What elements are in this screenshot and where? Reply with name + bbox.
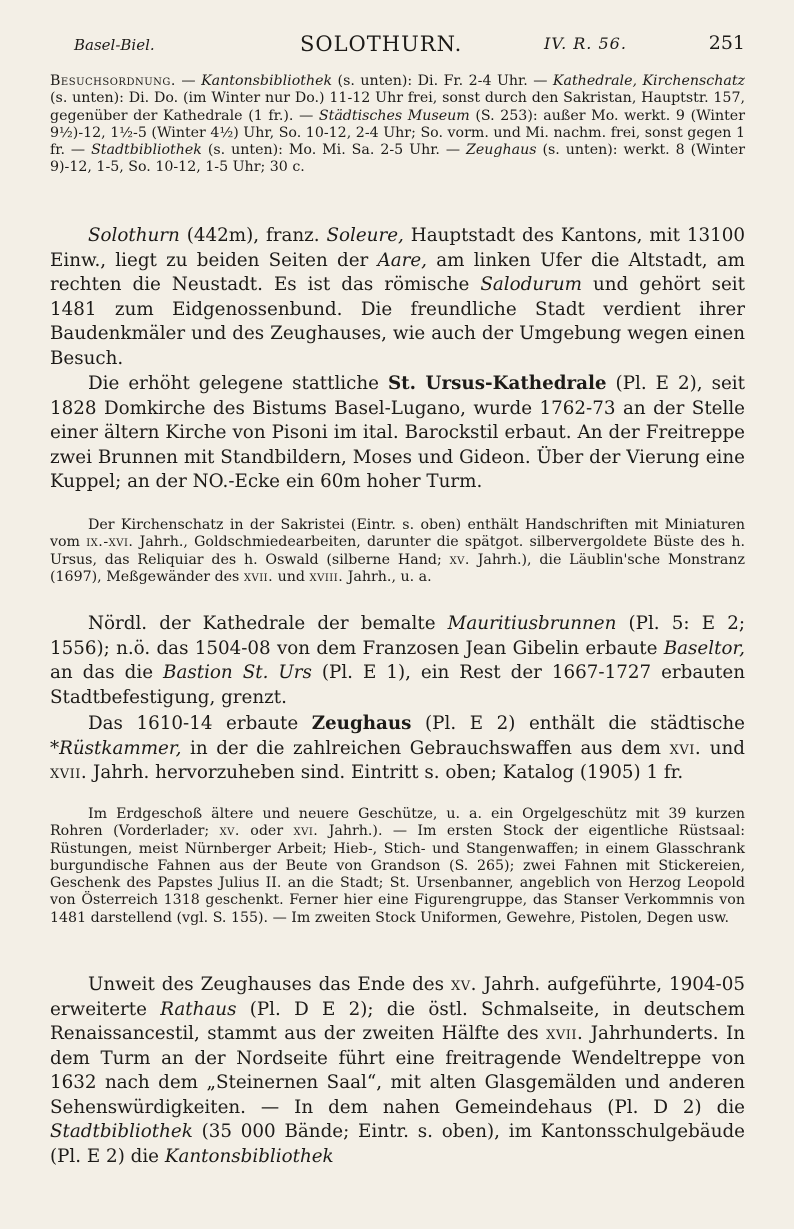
text-run: Jahrh., u. a. <box>343 568 432 585</box>
text-run: Das 1610-14 erbaute <box>88 713 312 734</box>
text-run: Zeughaus <box>311 713 412 734</box>
text-run: xvii. <box>243 568 274 585</box>
text-run: (Pl. E 1), ein Rest der 1667-1727 erbauten Stadtbefestigung, grenzt. <box>50 662 745 708</box>
text-run: Kantonsbibliothek <box>164 1145 334 1167</box>
paragraph-treasury <box>50 517 745 586</box>
paragraph-visiting-hours <box>50 73 745 177</box>
text-run: ix.-xvi. <box>86 534 134 551</box>
text-run: Solothurn <box>88 225 180 246</box>
text-run: Unweit des Zeughauses das Ende des <box>88 974 451 995</box>
text-run: (Pl. D E 2); die östl. Schmalseite, in deutschem Renaissancestil, stammt aus der zweiten Hälfte des <box>50 998 745 1044</box>
text-run: Der Kirchenschatz in der Sakristei (Eintr. s. oben) enthält Handschriften mit Miniaturen vom <box>50 517 745 551</box>
text-run: Jahrh.). — Im ersten Stock der eigentliche Rüstsaal: Rüstungen, meist Nürnberger Arbeit; Hieb-, Stich- und Stangenwaffen; in einem Glasschrank burgundische Fahnen aus der Beute von Grandson (S. 265); zwei Fahnen mit Stickereien, Geschenk des Papstes Julius II. an die Stadt; St. Ursenbanner, angeblich von Herzog Leopold von Österreich 1318 geschenkt. Ferner hier eine Figurengruppe, das Stanser Verkommnis von 1481 darstellend (vgl. S. 155). — Im zweiten Stock Uniformen, Gewehre, Pistolen, Degen usw. <box>50 823 745 926</box>
text-run: Nördl. der Kathedrale der bemalte <box>88 613 448 634</box>
text-run: Baseltor, <box>663 637 745 659</box>
paragraph-cathedral <box>50 372 745 495</box>
text-run: Im Erdgeschoß ältere und neuere Geschütze, u. a. ein Orgelgeschütz mit 39 kurzen Rohren (Vorderlader; <box>50 806 745 840</box>
paragraph-fountain <box>50 612 745 710</box>
text-run: Jahrh.), die Läublin'sche Monstranz (1697), Meßgewänder des <box>50 551 745 585</box>
text-run: (35 000 Bände; Eintr. s. oben), im Kantonsschulgebäude (Pl. E 2) die <box>50 1121 745 1167</box>
text-run: Stadtbibliothek <box>50 1121 193 1142</box>
paragraph-intro <box>50 224 745 371</box>
text-run: xv. <box>219 823 240 840</box>
text-run: xvii. <box>546 1023 584 1044</box>
text-run: Jahrhunderts. In dem Turm an der Nordseite führt eine freitragende Wendeltreppe von 1632 nach dem „Steinernen Saal“, mit alten Glasgemälden und anderen Sehenswürdigkeiten. — In dem nahen Gemeindehaus (Pl. D 2) die <box>50 1023 745 1118</box>
paragraph-arsenal <box>50 712 745 786</box>
paragraph-arsenal-details <box>50 806 745 927</box>
book-page <box>50 0 745 1229</box>
text-run: an das die <box>50 662 164 683</box>
text-run: Die erhöht gelegene stattliche <box>88 373 388 394</box>
text-run: (Pl. E 2), seit 1828 Domkirche des Bistums Basel-Lugano, wurde 1762-73 an der Stelle einer ältern Kirche von Pisoni im ital. Barockstil erbaut. An der Freitreppe zwei Brunnen mit Standbildern, Moses und Gideon. Über der Vierung eine Kuppel; an der NO.-Ecke ein 60m hoher Turm. <box>50 373 746 492</box>
text-run: Hauptstadt des Kantons, mit 13100 Einw., liegt zu beiden Seiten der <box>50 225 745 271</box>
text-run: (442m), franz. <box>179 225 327 246</box>
header-title: SOLOTHURN. <box>300 32 463 56</box>
text-run: (s. unten): Mo. Mi. Sa. 2-5 Uhr. — <box>201 142 467 159</box>
text-run: Jahrh., Goldschmiedearbeiten, darunter die spätgot. silbervergoldete Büste des h. Ursus, das Reliquiar des h. Oswald (silberne Hand; <box>50 534 745 568</box>
text-run: Besuchsordnung. <box>50 73 176 89</box>
text-run: Zeughaus <box>466 142 537 159</box>
text-run: in der die zahlreichen Gebrauchswaffen aus dem <box>181 737 670 759</box>
text-run: xv. <box>449 551 470 568</box>
text-run: Kathedrale, Kirchenschatz <box>552 73 745 89</box>
text-run: (s. unten): werkt. 8 (Winter 9)-12, 1-5, So. 10-12, 1-5 Uhr; 30 c. <box>50 142 745 176</box>
text-run: am linken Ufer die Altstadt, am rechten die Neustadt. Es ist das römische <box>50 249 745 295</box>
text-run: Jahrh. aufgeführte, 1904-05 erweiterte <box>50 974 745 1020</box>
text-run: (Pl. E 2) enthält die städtische * <box>50 713 745 759</box>
paragraph-town-hall <box>50 973 745 1169</box>
text-run: Soleure, <box>326 225 404 246</box>
text-run: xvii. <box>50 762 88 783</box>
text-run: Salodurum <box>480 274 582 295</box>
text-run: und <box>273 568 310 585</box>
text-run: (Pl. 5: E 2; 1556); n.ö. das 1504-08 von dem Franzosen Jean Gibelin erbaute <box>50 613 745 659</box>
text-run: xvi. <box>293 823 319 840</box>
text-run: oder <box>239 823 294 840</box>
text-run: Rüstkammer, <box>59 737 182 759</box>
page-number: 251 <box>708 32 745 54</box>
text-run: und gehört seit 1481 zum Eidgenossenbund. Die freundliche Stadt verdient ihrer Baudenkmäler und des Zeughauses, wie auch der Umgebung wegen einen Besuch. <box>50 274 745 369</box>
text-run: Bastion St. Urs <box>163 662 312 683</box>
header-route: Basel-Biel. <box>74 36 155 54</box>
text-run: (s. unten): Di. Do. (im Winter nur Do.) 11-12 Uhr frei, sonst durch den Sakristan, Hauptstr. 157, gegenüber der Kathedrale (1 fr.). — <box>50 90 745 124</box>
text-run: St. Ursus-Kathedrale <box>387 373 607 394</box>
text-run: xvi. <box>669 737 702 759</box>
text-run: Aare, <box>377 249 427 271</box>
running-header <box>50 30 745 58</box>
text-run: Rathaus <box>160 998 237 1020</box>
text-run: xv. <box>450 974 477 995</box>
header-route-ref: IV. R. 56. <box>544 34 627 53</box>
text-run: — <box>175 73 202 89</box>
text-run: (S. 253): außer Mo. werkt. 9 (Winter 9½)-12, 1½-5 (Winter 4½) Uhr, So. 10-12, 2-4 Uhr; So. vorm. und Mi. nachm. frei, sonst gegen 1 fr. — <box>50 107 745 159</box>
text-run: Mauritiusbrunnen <box>447 613 617 634</box>
text-run: xviii. <box>309 568 344 585</box>
text-run: Kantonsbibliothek <box>201 73 333 89</box>
text-run: Jahrh. hervorzuheben sind. Eintritt s. oben; Katalog (1905) 1 fr. <box>87 762 684 783</box>
text-run: (s. unten): Di. Fr. 2-4 Uhr. — <box>332 73 553 89</box>
text-run: Städtisches Museum <box>318 107 470 124</box>
text-run: Stadtbibliothek <box>91 142 202 159</box>
text-run: und <box>701 737 746 759</box>
